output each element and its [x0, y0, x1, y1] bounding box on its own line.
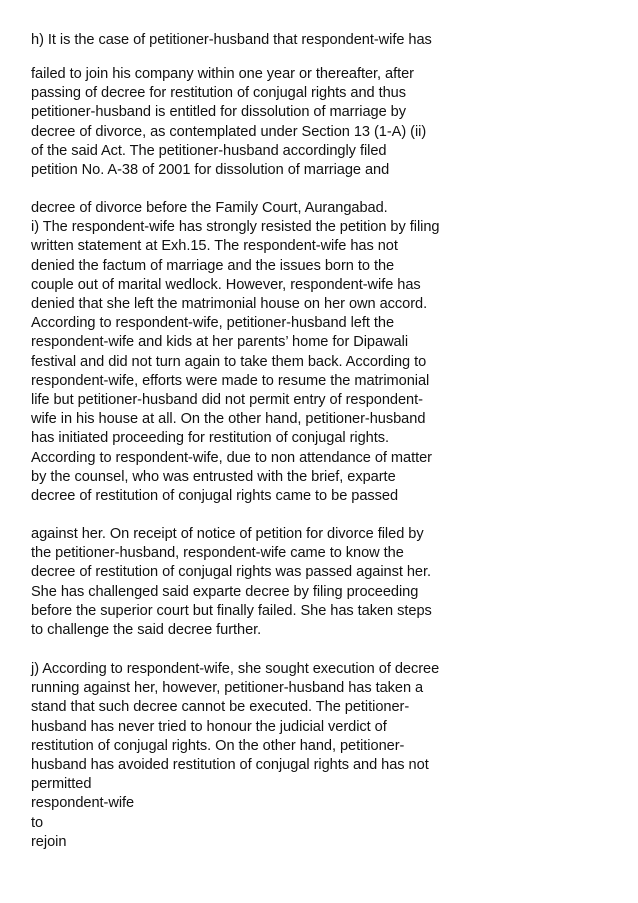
text-line: According to respondent-wife, petitioner-husband left the [31, 315, 395, 332]
text-line: permitted [31, 776, 92, 793]
text-line: running against her, however, petitioner-husband has taken a [31, 680, 424, 697]
text-line: decree of restitution of conjugal rights came to be passed [31, 488, 399, 505]
text-line: decree of restitution of conjugal rights was passed against her. [31, 564, 431, 581]
text-line: husband has avoided restitution of conjugal rights and has not [31, 757, 429, 774]
text-line: According to respondent-wife, due to non attendance of matter [31, 449, 432, 466]
text-line: has initiated proceeding for restitution of conjugal rights. [31, 430, 390, 447]
text-line: decree of divorce, as contemplated under Section 13 (1-A) (ii) [31, 123, 427, 140]
paragraph-h-intro [31, 31, 432, 50]
text-line: against her. On receipt of notice of petition for divorce filed by [31, 526, 424, 542]
text-line: written statement at Exh.15. The respondent-wife has not [31, 238, 398, 255]
text-line: decree of divorce before the Family Court, Aurangabad. [31, 200, 388, 216]
text-line: respondent-wife and kids at her parents’ home for Dipawali [31, 334, 409, 351]
text-line: to challenge the said decree further. [31, 622, 262, 639]
text-line: failed to join his company within one year or thereafter, after [31, 66, 414, 82]
text-line: to [31, 814, 44, 831]
paragraph-i [31, 199, 439, 506]
text-line: h) It is the case of petitioner-husband that respondent-wife has [31, 32, 432, 48]
text-line: passing of decree for restitution of conjugal rights and thus [31, 85, 406, 102]
text-line: denied the factum of marriage and the issues born to the [31, 257, 395, 274]
paragraph-i-continued [31, 525, 432, 640]
text-line: i) The respondent-wife has strongly resisted the petition by filing [31, 219, 440, 236]
text-line: rejoin [31, 833, 67, 850]
text-line: wife in his house at all. On the other hand, petitioner-husband [31, 411, 426, 428]
text-line: restitution of conjugal rights. On the other hand, petitioner- [31, 737, 405, 754]
text-line: before the superior court but finally failed. She has taken steps [31, 602, 432, 619]
text-line: the petitioner-husband, respondent-wife came to know the [31, 545, 404, 562]
text-line: respondent-wife, efforts were made to resume the matrimonial [31, 372, 430, 389]
text-line: husband has never tried to honour the judicial verdict of [31, 718, 387, 735]
text-line: petitioner-husband is entitled for dissolution of marriage by [31, 104, 406, 121]
text-line: She has challenged said exparte decree by filing proceeding [31, 583, 419, 600]
text-line: festival and did not turn again to take them back. According to [31, 353, 427, 370]
text-line: life but petitioner-husband did not permit entry of respondent- [31, 392, 423, 409]
text-line: petition No. A-38 of 2001 for dissolution of marriage and [31, 162, 390, 179]
text-line: of the said Act. The petitioner-husband accordingly filed [31, 142, 387, 159]
text-line: stand that such decree cannot be executed. The petitioner- [31, 699, 410, 716]
paragraph-h-continued [31, 65, 426, 180]
text-line: j) According to respondent-wife, she sought execution of decree [31, 661, 440, 677]
text-line: denied that she left the matrimonial house on her own accord. [31, 296, 428, 313]
paragraph-j [31, 660, 439, 852]
text-line: by the counsel, who was entrusted with the brief, exparte [31, 468, 396, 485]
text-line: couple out of marital wedlock. However, respondent-wife has [31, 276, 421, 293]
text-line: respondent-wife [31, 795, 135, 812]
